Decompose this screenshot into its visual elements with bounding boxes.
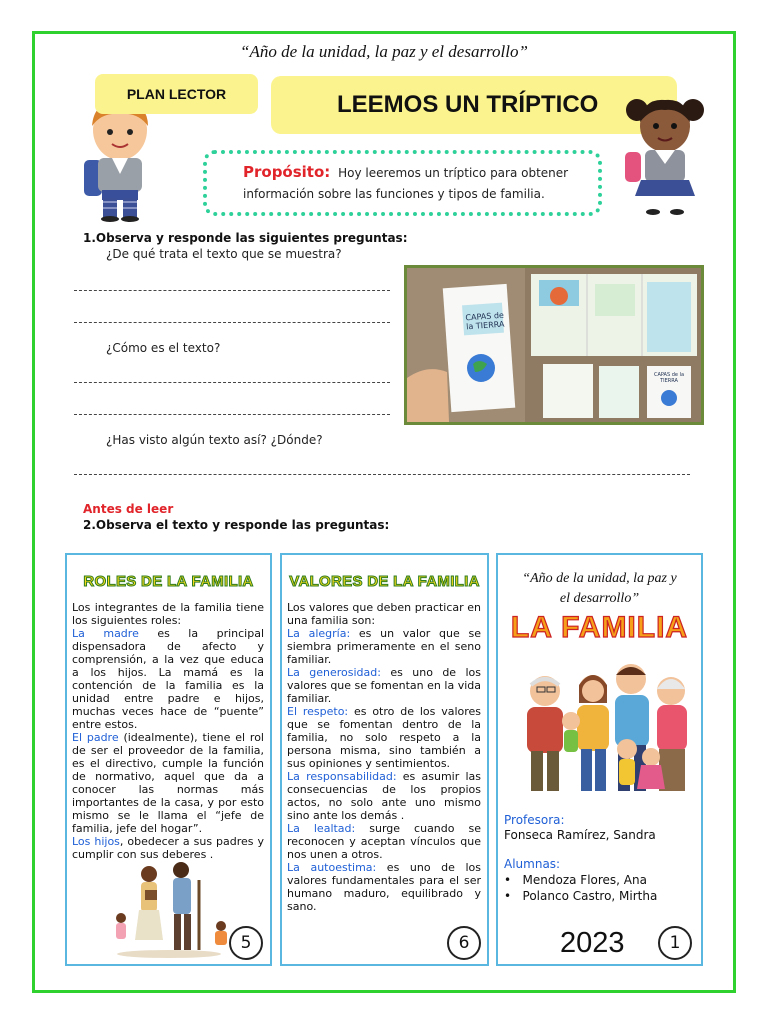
before-reading-label: Antes de leer xyxy=(83,502,174,516)
value-item xyxy=(287,770,481,822)
panel-values xyxy=(280,553,489,966)
panel-cover xyxy=(496,553,703,966)
question-2: ¿Cómo es el texto? xyxy=(106,341,221,355)
value-description: es uno de los valores que se fomentan en la vida familiar. xyxy=(287,666,481,705)
teacher-label: Profesora: xyxy=(504,813,565,827)
question-3: ¿Has visto algún texto así? ¿Dónde? xyxy=(106,433,323,447)
role-description: (idealmente), tiene el rol de ser el proveedor de la familia, es el directivo, cumple la función de normativo, aquel que da a conocer las normas más importantes de la casa, y por esto mismo se le llama el “jefe de familia, jefe del hogar”. xyxy=(72,731,264,835)
page-number-5: 5 xyxy=(229,926,263,960)
value-item xyxy=(287,861,481,913)
cover-motto-line-1: “Año de la unidad, la paz y xyxy=(522,571,677,586)
plan-lector-label xyxy=(95,74,258,114)
page-number-6: 6 xyxy=(447,926,481,960)
student-item: • Mendoza Flores, Ana xyxy=(504,873,647,887)
role-description: es la principal dispensadora de afecto y comprensión, a la vez que educa a los hijos. La mamá es la contención de la familia es la unidad entre padre e hijos, muchas veces hace de “puente” entre estos. xyxy=(72,627,264,731)
student-item: • Polanco Castro, Mirtha xyxy=(504,889,658,903)
purpose-label: Propósito: xyxy=(243,163,331,181)
plan-lector-text: PLAN LECTOR xyxy=(126,86,227,102)
role-item xyxy=(72,835,264,861)
family-gardening-illustration xyxy=(107,860,247,960)
value-term: El respeto: xyxy=(287,705,349,718)
girl-student-illustration xyxy=(617,96,715,218)
student-name: Polanco Castro, Mirtha xyxy=(522,889,658,903)
value-description: es un valor que se siembra primeramente en el seno familiar. xyxy=(287,627,481,666)
purpose-text: Hoy leeremos un tríptico para obtener información sobre las funciones y tipos de familia. xyxy=(243,166,569,201)
role-term: Los hijos xyxy=(72,835,120,848)
answer-line xyxy=(74,290,390,291)
page-motto: “Año de la unidad, la paz y el desarrollo” xyxy=(240,42,528,61)
section-1-heading: 1.Observa y responde las siguientes preguntas: xyxy=(83,231,408,245)
roles-text xyxy=(72,601,264,861)
cover-motto-line-2: el desarrollo” xyxy=(559,591,640,606)
students-label: Alumnas: xyxy=(504,857,561,871)
cover-title: LA FAMILIA xyxy=(510,611,689,644)
value-item xyxy=(287,627,481,666)
answer-line xyxy=(74,382,390,383)
student-name: Mendoza Flores, Ana xyxy=(522,873,647,887)
value-term: La generosidad: xyxy=(287,666,381,679)
cover-year: 2023 xyxy=(560,927,625,959)
triptych-photo xyxy=(404,265,704,425)
answer-line xyxy=(74,474,690,475)
question-1: ¿De qué trata el texto que se muestra? xyxy=(106,247,342,261)
teacher-name: Fonseca Ramírez, Sandra xyxy=(504,828,656,842)
answer-line xyxy=(74,414,390,415)
value-term: La lealtad: xyxy=(287,822,356,835)
value-term: La alegría: xyxy=(287,627,351,640)
boy-student-illustration xyxy=(72,98,167,222)
value-description: es asumir las consecuencias de los propios actos, no solo ante uno mismo sino ante los demás . xyxy=(287,770,481,822)
value-item xyxy=(287,822,481,861)
role-item xyxy=(72,731,264,835)
values-intro: Los valores que deben practicar en una familia son: xyxy=(287,601,481,627)
family-group-illustration xyxy=(501,651,699,799)
triptych-photo-drawing xyxy=(407,268,701,422)
role-item xyxy=(72,627,264,731)
triptych-mini-cover-text: CAPAS de la TIERRA xyxy=(653,372,685,384)
answer-line xyxy=(74,322,390,323)
cover-motto xyxy=(498,569,701,609)
roles-title: ROLES DE LA FAMILIA xyxy=(83,573,254,590)
page-number-1: 1 xyxy=(658,926,692,960)
roles-intro: Los integrantes de la familia tiene los siguientes roles: xyxy=(72,601,264,627)
role-term: El padre xyxy=(72,731,119,744)
value-description: surge cuando se reconocen y aceptan vínculos que nos unen a otros. xyxy=(287,822,481,861)
role-term: La madre xyxy=(72,627,139,640)
purpose-box xyxy=(203,150,602,216)
panel-roles xyxy=(65,553,272,966)
value-description: es otro de los valores que se fomentan dentro de la familia, no solo respeto a la persona misma, sino también a sus opiniones y sentimientos. xyxy=(287,705,482,770)
values-text xyxy=(287,601,481,913)
page-title: LEEMOS UN TRÍPTICO xyxy=(337,91,599,118)
value-term: La autoestima: xyxy=(287,861,377,874)
values-title: VALORES DE LA FAMILIA xyxy=(289,573,480,590)
role-description: , obedecer a sus padres y cumplir con sus deberes . xyxy=(72,835,265,861)
value-term: La responsabilidad: xyxy=(287,770,397,783)
value-description: es uno de los valores fundamentales para el ser humano maduro, equilibrado y sano. xyxy=(287,861,481,913)
section-2-heading: 2.Observa el texto y responde las preguntas: xyxy=(83,518,390,532)
triptych-cover-text: CAPAS de la TIERRA xyxy=(465,310,505,332)
value-item xyxy=(287,666,481,705)
value-item xyxy=(287,705,481,770)
